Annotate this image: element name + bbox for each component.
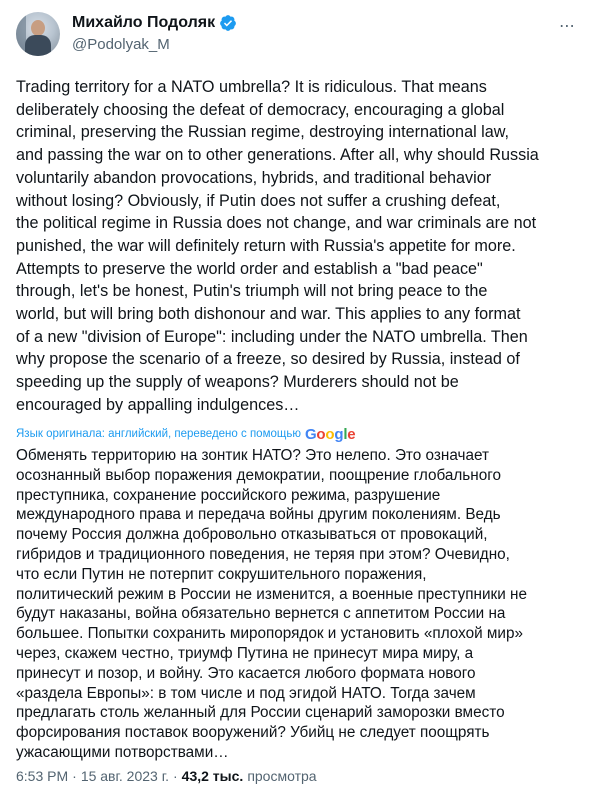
- views-count: 43,2 тыс.: [181, 768, 244, 784]
- tweet-header: [16, 12, 576, 60]
- views-label: просмотра: [247, 768, 317, 784]
- translation-attribution[interactable]: [16, 425, 579, 443]
- tweet-meta: [16, 768, 317, 784]
- translation-attribution-text: Язык оригинала: английский, переведено с помощью: [16, 428, 301, 440]
- author-handle[interactable]: @Podolyak_M: [72, 36, 170, 53]
- google-logo: Google: [304, 425, 356, 443]
- tweet-time[interactable]: 6:53 PM: [16, 768, 69, 784]
- author-name[interactable]: Михайло Подоляк: [72, 14, 216, 31]
- avatar[interactable]: [16, 12, 60, 56]
- author-name-row: [72, 14, 237, 32]
- verified-badge-icon: [219, 14, 237, 32]
- tweet-date[interactable]: 15 авг. 2023 г.: [80, 768, 169, 784]
- avatar-torso: [25, 35, 51, 56]
- meta-separator: ·: [72, 768, 77, 784]
- more-options-icon[interactable]: ⋯: [559, 18, 576, 35]
- translated-tweet-text: Обменять территорию на зонтик НАТО? Это нелепо. Это означает осознанный выбор поражения демократии, поощрение глобального преступника, сохранение российского режима, разрушение международного права и передача войны другим поколениям. Ведь почему Россия должна добровольно отказываться от провокаций, гибридов и традиционного поведения, не теряя при этом? Очевидно, что если Путин не потерпит сокрушительного поражения, политический режим в России не изменится, а военные преступники не будут наказаны, война обязательно вернется с аппетитом России на большее. Попытки сохранить миропорядок и установить «плохой мир» через, скажем честно, триумф Путина не принесут мира миру, а принесут и позор, и войну. Это касается любого формата нового «раздела Европы»: в том числе и под эгидой НАТО. Тогда зачем предлагать столь желанный для России сценарий заморозки вместо форсирования поставок вооружений? Убийц не следует поощрять ужасающими потворствами…: [16, 447, 527, 761]
- tweet-text: Trading territory for a NATO umbrella? It is ridiculous. That means deliberately choosing the defeat of democracy, encouraging a global criminal, preserving the Russian regime, destroying international law, and passing the war on to other generations. After all, why should Russia voluntarily abandon provocations, hybrids, and traditional behavior without losing? Obviously, if Putin does not suffer a crushing defeat, the political regime in Russia does not change, and war criminals are not punished, the war will definitely return with Russia's appetite for more. Attempts to preserve the world order and establish a "bad peace" through, let's be honest, Putin's triumph will not bring peace to the world, but will bring both dishonour and war. This applies to any format of a new "division of Europe": including under the NATO umbrella. Then why propose the scenario of a freeze, so desired by Russia, instead of speeding up the supply of weapons? Murderers should not be encouraged by appalling indulgences…: [16, 78, 539, 414]
- meta-separator: ·: [173, 768, 178, 784]
- avatar-head: [31, 20, 45, 36]
